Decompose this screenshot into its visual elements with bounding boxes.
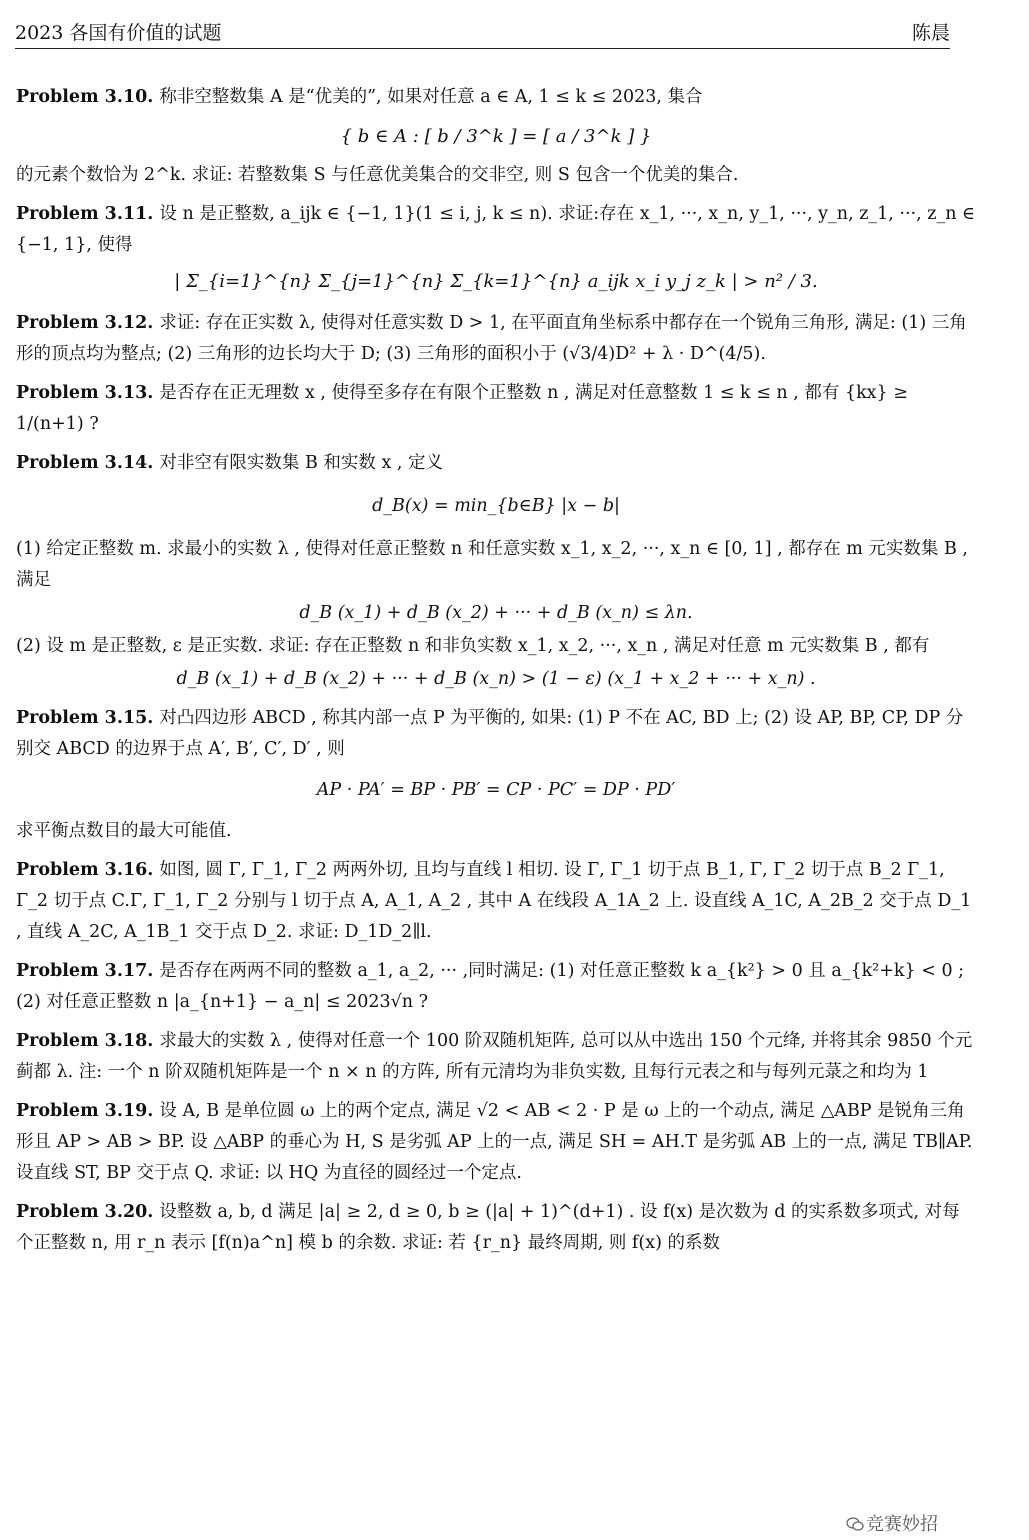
page-header	[15, 18, 950, 45]
problem-label: Problem 3.19.	[16, 1101, 154, 1121]
problem-text: 求最大的实数 λ , 使得对任意一个 100 阶双随机矩阵, 总可以从中选出 150 个元绛, 并将其余 9850 个元蓟都 λ. 注: 一个 n 阶双随机矩阵是一个 n × n 的方阵, 所有元清均为非负实数, 且每行元表之和与每列元菉之和均为 1	[16, 1031, 973, 1082]
watermark-text: 竞赛妙招	[866, 1514, 938, 1535]
problem-3-14	[16, 448, 976, 695]
wechat-icon	[846, 1517, 864, 1531]
problem-3-11	[16, 199, 976, 300]
problem-3-13	[16, 378, 976, 440]
problem-text: 设整数 a, b, d 满足 |a| ≥ 2, d ≥ 0, b ≥ (|a| + 1)^(d+1) . 设 f(x) 是次数为 d 的实系数多项式, 对每个正整数 n, 用 r_n 表示 [f(n)a^n] 模 b 的余数. 求证: 若 {r_n} 最终周期, 则 f(x) 的系数	[16, 1202, 960, 1253]
problem-text: 设 n 是正整数, a_ijk ∈ {−1, 1}(1 ≤ i, j, k ≤ n). 求证:存在 x_1, ···, x_n, y_1, ···, y_n, z_1, ···, z_n ∈ {−1, 1}, 使得	[16, 204, 975, 255]
problem-text: 求证: 存在正实数 λ, 使得对任意实数 D > 1, 在平面直角坐标系中都存在一个锐角三角形, 满足: (1) 三角形的顶点均为整点; (2) 三角形的边长均大于 D; (3) 三角形的面积小于 (√3/4)D² + λ · D^(4/5).	[16, 313, 967, 364]
problem-list	[16, 82, 976, 1267]
display-formula: { b ∈ A : [ b / 3^k ] = [ a / 3^k ] }	[340, 126, 652, 147]
problem-label: Problem 3.20.	[16, 1202, 154, 1222]
display-formula: | Σ_{i=1}^{n} Σ_{j=1}^{n} Σ_{k=1}^{n} a_ijk x_i y_j z_k | > n² / 3.	[174, 271, 818, 292]
problem-3-17	[16, 956, 976, 1018]
problem-label: Problem 3.14.	[16, 453, 154, 473]
header-author: 陈晨	[911, 22, 950, 44]
problem-text: 对非空有限实数集 B 和实数 x , 定义	[159, 453, 444, 473]
problem-3-20	[16, 1197, 976, 1259]
problem-text: 求平衡点数目的最大可能值.	[16, 821, 232, 841]
problem-part: (2) 设 m 是正整数, ε 是正实数. 求证: 存在正整数 n 和非负实数 x_1, x_2, ···, x_n , 满足对任意 m 元实数集 B , 都有	[16, 636, 930, 656]
watermark	[846, 1510, 938, 1536]
problem-part: (1) 给定正整数 m. 求最小的实数 λ , 使得对任意正整数 n 和任意实数 x_1, x_2, ···, x_n ∈ [0, 1] , 都存在 m 元实数集 B , 满足	[16, 539, 968, 590]
problem-text: 称非空整数集 A 是“优美的”, 如果对任意 a ∈ A, 1 ≤ k ≤ 2023, 集合	[159, 87, 703, 107]
problem-text: 是否存在正无理数 x , 使得至多存在有限个正整数 n , 满足对任意整数 1 ≤ k ≤ n , 都有 {kx} ≥ 1/(n+1) ?	[16, 383, 908, 434]
problem-label: Problem 3.17.	[16, 961, 154, 981]
problem-3-19	[16, 1096, 976, 1189]
header-divider	[15, 48, 950, 49]
problem-label: Problem 3.11.	[16, 204, 154, 224]
problem-text: 是否存在两两不同的整数 a_1, a_2, ··· ,同时满足: (1) 对任意正整数 k a_{k²} > 0 且 a_{k²+k} < 0 ; (2) 对任意正整数 n |a_{n+1} − a_n| ≤ 2023√n ?	[16, 961, 965, 1012]
problem-3-12	[16, 308, 976, 370]
problem-label: Problem 3.10.	[16, 87, 154, 107]
display-formula: d_B (x_1) + d_B (x_2) + ··· + d_B (x_n) > (1 − ε) (x_1 + x_2 + ··· + x_n) .	[176, 669, 816, 689]
problem-text: 设 A, B 是单位圆 ω 上的两个定点, 满足 √2 < AB < 2 · P 是 ω 上的一个动点, 满足 △ABP 是锐角三角形且 AP > AB > BP. 设 △ABP 的垂心为 H, S 是劣弧 AP 上的一点, 满足 SH = AH.T 是劣弧 AB 上的一点, 满足 TB∥AP. 设直线 ST, BP 交于点 Q. 求证: 以 HQ 为直径的圆经过一个定点.	[16, 1101, 973, 1183]
problem-3-18	[16, 1026, 976, 1088]
problem-label: Problem 3.15.	[16, 708, 154, 728]
problem-text: 的元素个数恰为 2^k. 求证: 若整数集 S 与任意优美集合的交非空, 则 S 包含一个优美的集合.	[16, 165, 739, 185]
problem-3-10	[16, 82, 976, 191]
display-formula: AP · PA′ = BP · PB′ = CP · PC′ = DP · PD′	[316, 780, 676, 800]
problem-label: Problem 3.16.	[16, 860, 154, 880]
display-formula: d_B(x) = min_{b∈B} |x − b|	[372, 496, 620, 516]
problem-3-16	[16, 855, 976, 948]
problem-text: 如图, 圆 Γ, Γ_1, Γ_2 两两外切, 且均与直线 l 相切. 设 Γ, Γ_1 切于点 B_1, Γ, Γ_2 切于点 B_2 Γ_1, Γ_2 切于点 C.Γ, Γ_1, Γ_2 分别与 l 切于点 A, A_1, A_2 , 其中 A 在线段 A_1A_2 上. 设直线 A_1C, A_2B_2 交于点 D_1 , 直线 A_2C, A_1B_1 交于点 D_2. 求证: D_1D_2∥l.	[16, 860, 972, 942]
problem-label: Problem 3.18.	[16, 1031, 154, 1051]
problem-label: Problem 3.13.	[16, 383, 154, 403]
problem-text: 对凸四边形 ABCD , 称其内部一点 P 为平衡的, 如果: (1) P 不在 AC, BD 上; (2) 设 AP, BP, CP, DP 分别交 ABCD 的边界于点 A′, B′, C′, D′ , 则	[16, 708, 964, 759]
problem-label: Problem 3.12.	[16, 313, 154, 333]
problem-3-15	[16, 703, 976, 847]
display-formula: d_B (x_1) + d_B (x_2) + ··· + d_B (x_n) ≤ λn.	[299, 603, 693, 623]
header-title: 2023 各国有价值的试题	[15, 22, 222, 44]
